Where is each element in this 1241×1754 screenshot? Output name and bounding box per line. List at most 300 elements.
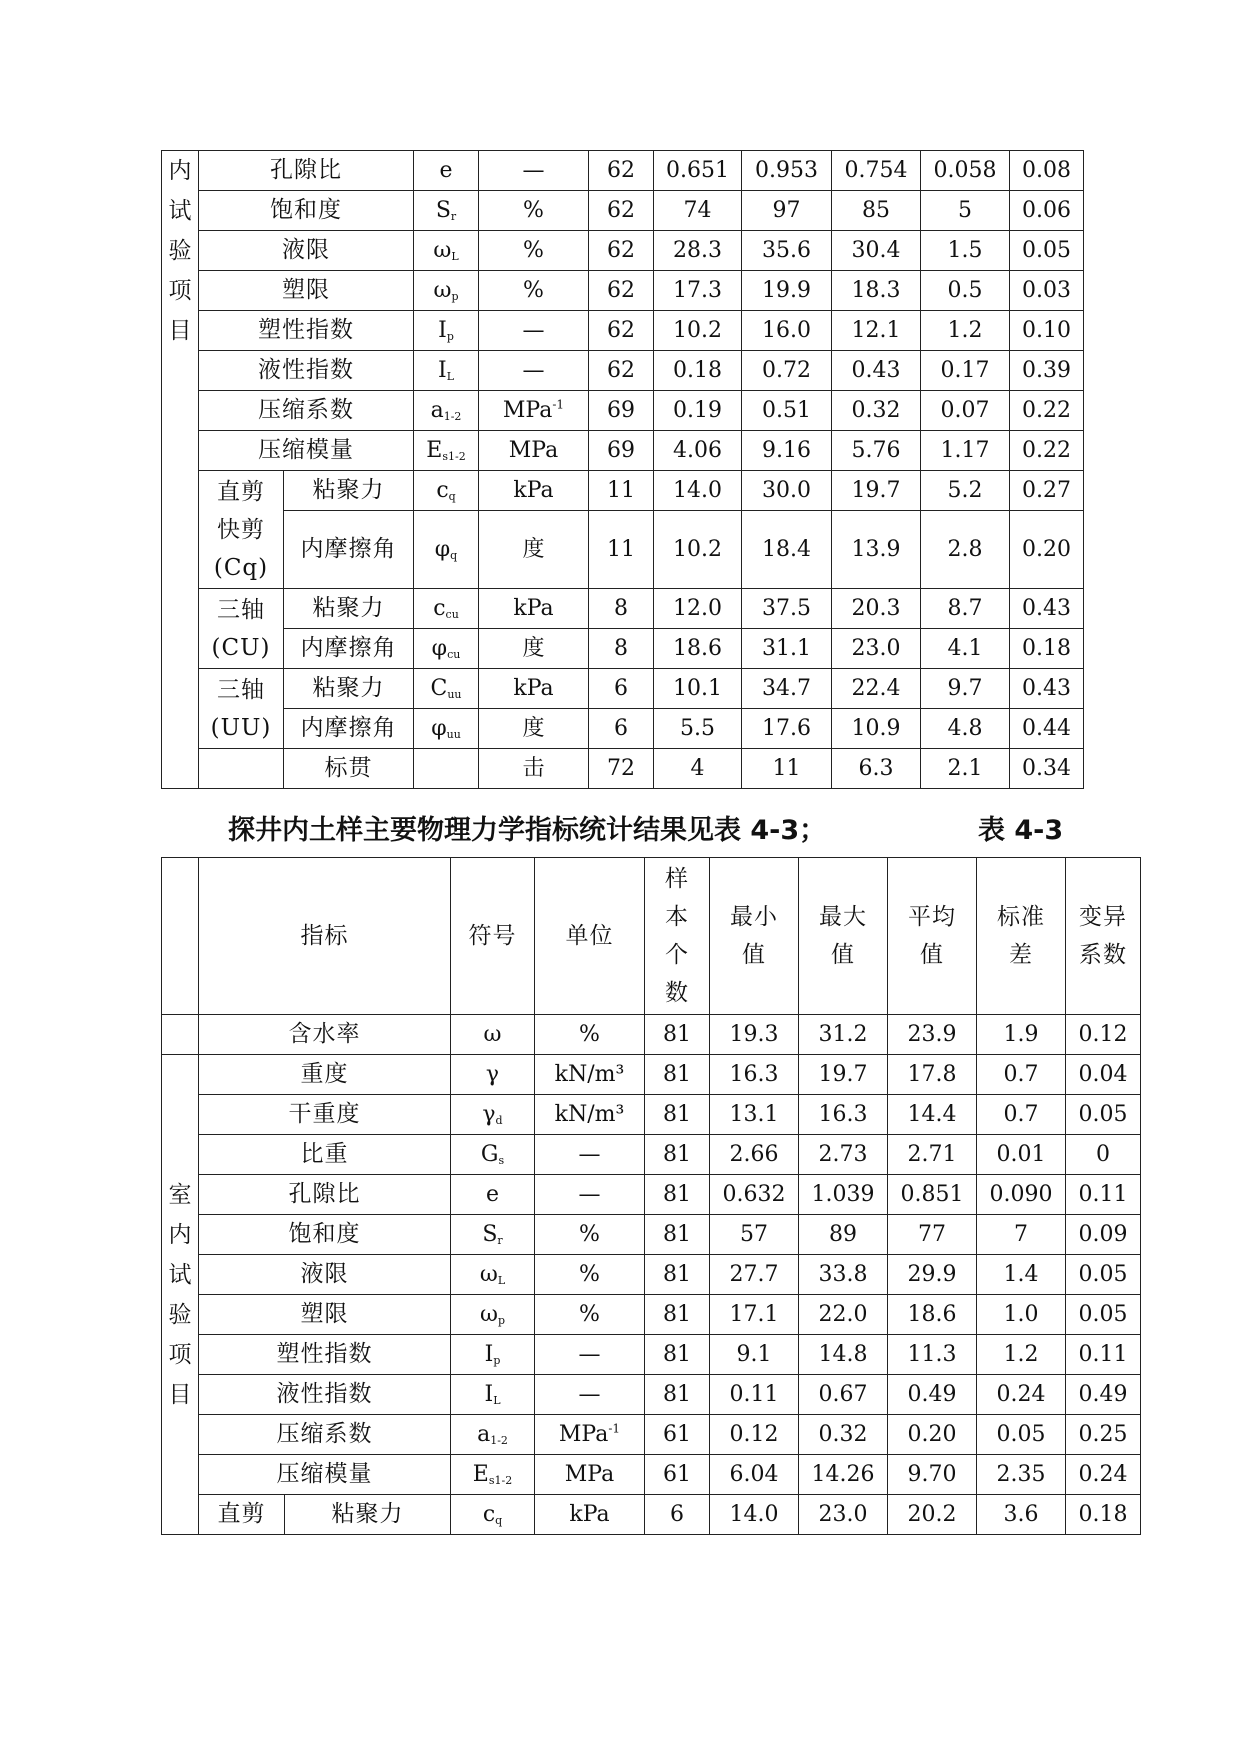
std-cell: 2.1 [921,749,1010,789]
table-row [162,471,1084,511]
max-cell: 19.7 [799,1055,888,1095]
avg-cell: 29.9 [888,1255,977,1295]
unit-cell: % [479,271,589,311]
table-caption: 探井内土样主要物理力学指标统计结果见表 4-3； [228,815,827,846]
avg-cell: 11.3 [888,1335,977,1375]
cv-cell: 0.18 [1066,1495,1141,1535]
symbol-subscript: L [497,1273,506,1287]
cv-cell: 0.05 [1066,1255,1141,1295]
avg-cell: 18.6 [888,1295,977,1335]
unit-cell: — [479,311,589,351]
table-row [162,1415,1141,1455]
unit-cell: 度 [479,709,589,749]
count-cell: 8 [589,629,654,669]
symbol-cell: $S_r$ [451,1215,535,1255]
avg-cell: 5.76 [832,431,921,471]
group-label-line: (UU) [210,714,272,741]
cv-cell: 0.22 [1010,391,1084,431]
unit-cell: — [535,1175,645,1215]
count-cell: 81 [645,1055,710,1095]
std-cell: 0.17 [921,351,1010,391]
max-cell: 16.0 [742,311,832,351]
count-cell: 11 [589,471,654,511]
max-cell: 33.8 [799,1255,888,1295]
unit-cell: — [479,351,589,391]
cv-cell: 0.18 [1010,629,1084,669]
std-cell: 4.8 [921,709,1010,749]
max-cell: 0.953 [742,151,832,191]
std-cell: 5 [921,191,1010,231]
group-label: 直剪 [199,1495,285,1535]
group-label [199,669,284,749]
avg-cell: 9.70 [888,1455,977,1495]
cv-cell: 0.05 [1066,1295,1141,1335]
table-row [162,669,1084,709]
table-row [162,1335,1141,1375]
max-cell: 37.5 [742,589,832,629]
max-cell: 9.16 [742,431,832,471]
cv-cell: 0.03 [1010,271,1084,311]
unit-cell: kPa [479,669,589,709]
indicator-name: 压缩模量 [199,1455,451,1495]
unit-cell: — [535,1375,645,1415]
symbol-cell: $I_p$ [451,1335,535,1375]
table-row [162,709,1084,749]
symbol-subscript: p [451,289,459,303]
count-cell: 62 [589,311,654,351]
section-label-line: 内 [168,1221,192,1248]
min-cell: 28.3 [654,231,742,271]
indicator-name: 粘聚力 [284,471,414,511]
unit-superscript: -1 [552,397,565,412]
count-cell: 81 [645,1215,710,1255]
cv-cell: 0 [1066,1135,1141,1175]
min-cell: 16.3 [710,1055,799,1095]
max-cell: 14.26 [799,1455,888,1495]
indicator-name: 内摩擦角 [284,709,414,749]
cv-cell: 0.34 [1010,749,1084,789]
header-blank [162,858,199,1015]
header-indicator: 指标 [199,858,451,1015]
section-label-line: 验 [168,238,192,264]
table-row [162,231,1084,271]
max-cell: 30.0 [742,471,832,511]
avg-cell: 22.4 [832,669,921,709]
max-cell: 0.72 [742,351,832,391]
min-cell: 17.1 [710,1295,799,1335]
std-cell: 1.4 [977,1255,1066,1295]
avg-cell: 19.7 [832,471,921,511]
avg-cell: 77 [888,1215,977,1255]
count-cell: 81 [645,1135,710,1175]
unit-cell: — [535,1135,645,1175]
symbol-cell: $E_{s1-2}$ [414,431,479,471]
count-cell: 61 [645,1455,710,1495]
min-cell: 57 [710,1215,799,1255]
avg-cell: 6.3 [832,749,921,789]
avg-cell: 20.3 [832,589,921,629]
header-cv [1066,858,1141,1015]
max-cell: 89 [799,1215,888,1255]
min-cell: 12.0 [654,589,742,629]
header-std [977,858,1066,1015]
symbol-cell: $a_{1-2}$ [414,391,479,431]
max-cell: 0.51 [742,391,832,431]
symbol-cell: $\varphi_{cu}$ [414,629,479,669]
symbol-cell: $I_L$ [414,351,479,391]
section-label-line: 目 [168,1381,192,1408]
group-label-line: (Cq) [213,554,269,581]
avg-cell: 12.1 [832,311,921,351]
group-label-line: 直剪 [217,478,265,505]
min-cell: 27.7 [710,1255,799,1295]
indicator-name: 干重度 [199,1095,451,1135]
unit-cell: % [535,1255,645,1295]
min-cell: 0.19 [654,391,742,431]
symbol-cell: e [451,1175,535,1215]
symbol-subscript: uu [447,687,462,701]
symbol-subscript: 1-2 [443,409,462,423]
symbol-subscript: d [495,1113,503,1127]
symbol-cell: $S_r$ [414,191,479,231]
avg-cell: 30.4 [832,231,921,271]
indicator-name: 液限 [199,1255,451,1295]
count-cell: 62 [589,151,654,191]
cv-cell: 0.43 [1010,589,1084,629]
count-cell: 81 [645,1295,710,1335]
table-row [162,858,1141,1015]
symbol-cell [414,749,479,789]
symbol-subscript: cu [445,607,459,621]
std-cell: 0.07 [921,391,1010,431]
indicator-name: 内摩擦角 [284,629,414,669]
min-cell: 17.3 [654,271,742,311]
unit-cell: 度 [479,511,589,589]
symbol-cell: $\omega_L$ [451,1255,535,1295]
unit-cell: kN/m³ [535,1095,645,1135]
max-cell: 19.9 [742,271,832,311]
cv-cell: 0.27 [1010,471,1084,511]
avg-cell: 10.9 [832,709,921,749]
std-cell: 1.9 [977,1015,1066,1055]
cv-cell: 0.24 [1066,1455,1141,1495]
table-row [162,1455,1141,1495]
table-row [162,1135,1141,1175]
indicator-name: 液性指数 [199,351,414,391]
header-count-line: 样 [665,866,689,892]
max-cell: 31.1 [742,629,832,669]
min-cell: 0.12 [710,1415,799,1455]
table-1 [161,150,1084,789]
indicator-name: 比重 [199,1135,451,1175]
indicator-name: 粘聚力 [284,589,414,629]
max-cell: 23.0 [799,1495,888,1535]
avg-cell: 23.9 [888,1015,977,1055]
table-row [162,391,1084,431]
symbol-subscript: L [451,249,459,263]
symbol-cell: $C_{uu}$ [414,669,479,709]
symbol-cell: $c_{cu}$ [414,589,479,629]
count-cell: 8 [589,589,654,629]
count-cell: 61 [645,1415,710,1455]
header-min [710,858,799,1015]
section-label [162,1055,199,1535]
cv-cell: 0.11 [1066,1335,1141,1375]
cv-cell: 0.43 [1010,669,1084,709]
std-cell: 2.35 [977,1455,1066,1495]
section-label [162,151,199,789]
cv-cell: 0.08 [1010,151,1084,191]
cv-cell: 0.25 [1066,1415,1141,1455]
avg-cell: 0.20 [888,1415,977,1455]
max-cell: 97 [742,191,832,231]
indicator-name: 重度 [199,1055,451,1095]
symbol-cell: $a_{1-2}$ [451,1415,535,1455]
symbol-cell: γ [451,1055,535,1095]
avg-cell: 0.43 [832,351,921,391]
symbol-subscript: L [493,1393,501,1407]
unit-cell: MPa$^{-1}$ [535,1415,645,1455]
symbol-cell: ω [451,1015,535,1055]
std-cell: 1.0 [977,1295,1066,1335]
avg-cell: 17.8 [888,1055,977,1095]
count-cell: 81 [645,1255,710,1295]
min-cell: 19.3 [710,1015,799,1055]
avg-cell: 85 [832,191,921,231]
std-cell: 0.01 [977,1135,1066,1175]
header-max-line: 值 [831,942,855,968]
count-cell: 6 [589,709,654,749]
max-cell: 17.6 [742,709,832,749]
table-row [162,1215,1141,1255]
section-label-line: 目 [168,318,192,344]
section-label-line: 室 [168,1181,192,1208]
indicator-name: 塑性指数 [199,311,414,351]
indicator-name: 压缩模量 [199,431,414,471]
group-label-line: 快剪 [217,516,265,543]
table-row [162,1095,1141,1135]
indicator-name: 粘聚力 [284,669,414,709]
std-cell: 5.2 [921,471,1010,511]
header-min-line: 值 [742,942,766,968]
count-cell: 69 [589,431,654,471]
min-cell: 18.6 [654,629,742,669]
group-label-line: (CU) [211,634,271,661]
count-cell: 72 [589,749,654,789]
indicator-name: 压缩系数 [199,391,414,431]
symbol-subscript: r [450,209,457,223]
count-cell: 81 [645,1335,710,1375]
max-cell: 18.4 [742,511,832,589]
std-cell: 0.7 [977,1055,1066,1095]
min-cell: 0.18 [654,351,742,391]
min-cell: 9.1 [710,1335,799,1375]
table-row [162,1015,1141,1055]
unit-cell: % [535,1215,645,1255]
table-row [162,191,1084,231]
indicator-name: 孔隙比 [199,151,414,191]
symbol-cell: $\varphi_{uu}$ [414,709,479,749]
symbol-cell: $I_p$ [414,311,479,351]
header-std-line: 差 [1009,942,1033,968]
min-cell: 10.1 [654,669,742,709]
symbol-cell: $I_L$ [451,1375,535,1415]
indicator-name: 液限 [199,231,414,271]
min-cell: 14.0 [654,471,742,511]
group-label [199,471,284,589]
count-cell: 62 [589,231,654,271]
unit-cell: kPa [535,1495,645,1535]
unit-cell: kPa [479,589,589,629]
unit-cell: — [479,151,589,191]
symbol-subscript: p [446,329,454,343]
count-cell: 11 [589,511,654,589]
header-cv-line: 变异 [1079,904,1127,930]
header-avg-line: 值 [920,942,944,968]
avg-cell: 0.851 [888,1175,977,1215]
table-row [162,511,1084,589]
max-cell: 0.32 [799,1415,888,1455]
unit-cell: % [479,231,589,271]
cv-cell: 0.10 [1010,311,1084,351]
symbol-subscript: q [450,548,458,562]
min-cell: 13.1 [710,1095,799,1135]
symbol-subscript: s1-2 [488,1473,513,1487]
symbol-cell: $\varphi_q$ [414,511,479,589]
header-std-line: 标准 [997,904,1045,930]
symbol-cell: $G_s$ [451,1135,535,1175]
min-cell: 10.2 [654,511,742,589]
count-cell: 81 [645,1175,710,1215]
std-cell: 9.7 [921,669,1010,709]
min-cell: 2.66 [710,1135,799,1175]
symbol-cell: $c_q$ [414,471,479,511]
header-count [645,858,710,1015]
std-cell: 0.05 [977,1415,1066,1455]
max-cell: 31.2 [799,1015,888,1055]
unit-superscript: -1 [608,1421,621,1436]
header-avg-line: 平均 [908,904,956,930]
symbol-subscript: L [446,369,454,383]
symbol-cell: $\omega_L$ [414,231,479,271]
std-cell: 2.8 [921,511,1010,589]
symbol-subscript: uu [446,727,461,741]
table-row [162,1255,1141,1295]
table-row [162,431,1084,471]
cv-cell: 0.22 [1010,431,1084,471]
unit-cell: MPa [535,1455,645,1495]
unit-cell: 击 [479,749,589,789]
symbol-subscript: s [498,1153,505,1167]
unit-cell: kPa [479,471,589,511]
table-2 [161,857,1141,1535]
group-label [199,589,284,669]
section-label-line: 验 [168,1301,192,1328]
min-cell: 4.06 [654,431,742,471]
indicator-name: 孔隙比 [199,1175,451,1215]
table-row [162,151,1084,191]
group-label [199,749,284,789]
header-symbol: 符号 [451,858,535,1015]
header-count-line: 个 [665,942,689,968]
cv-cell: 0.09 [1066,1215,1141,1255]
symbol-subscript: p [497,1313,505,1327]
symbol-subscript: p [493,1353,501,1367]
symbol-cell: e [414,151,479,191]
section-label-line: 内 [168,158,192,184]
cv-cell: 0.05 [1010,231,1084,271]
indicator-name: 塑性指数 [199,1335,451,1375]
avg-cell: 23.0 [832,629,921,669]
min-cell: 6.04 [710,1455,799,1495]
indicator-name: 内摩擦角 [284,511,414,589]
table-row [162,1055,1141,1095]
table-row [162,1495,1141,1535]
count-cell: 62 [589,351,654,391]
indicator-name: 液性指数 [199,1375,451,1415]
avg-cell: 0.32 [832,391,921,431]
unit-cell: % [535,1295,645,1335]
std-cell: 0.5 [921,271,1010,311]
count-cell: 6 [589,669,654,709]
header-max-line: 最大 [819,904,867,930]
cv-cell: 0.49 [1066,1375,1141,1415]
indicator-name: 塑限 [199,1295,451,1335]
cv-cell: 0.06 [1010,191,1084,231]
symbol-cell: $\omega_p$ [414,271,479,311]
table-row [162,311,1084,351]
section-label-line: 试 [168,198,192,224]
table-row [162,749,1084,789]
std-cell: 1.2 [921,311,1010,351]
table-row [162,629,1084,669]
unit-cell: — [535,1335,645,1375]
group-label-line: 三轴 [217,676,265,703]
avg-cell: 0.754 [832,151,921,191]
min-cell: 4 [654,749,742,789]
table-row [162,271,1084,311]
section-label-line: 项 [168,1341,192,1368]
symbol-subscript: r [497,1233,503,1247]
indicator-name: 塑限 [199,271,414,311]
std-cell: 4.1 [921,629,1010,669]
count-cell: 81 [645,1375,710,1415]
header-unit: 单位 [535,858,645,1015]
symbol-subscript: cu [447,647,461,661]
min-cell: 5.5 [654,709,742,749]
min-cell: 0.11 [710,1375,799,1415]
count-cell: 62 [589,271,654,311]
indicator-name: 标贯 [284,749,414,789]
max-cell: 0.67 [799,1375,888,1415]
symbol-cell: $\omega_p$ [451,1295,535,1335]
blank-cell [162,1015,199,1055]
indicator-name: 饱和度 [199,1215,451,1255]
symbol-cell: $\gamma_d$ [451,1095,535,1135]
header-count-line: 数 [665,980,689,1006]
table-row [162,589,1084,629]
header-max [799,858,888,1015]
header-avg [888,858,977,1015]
symbol-cell: $c_q$ [451,1495,535,1535]
max-cell: 2.73 [799,1135,888,1175]
header-min-line: 最小 [730,904,778,930]
min-cell: 0.632 [710,1175,799,1215]
table-row [162,351,1084,391]
cv-cell: 0.12 [1066,1015,1141,1055]
group-label-line: 三轴 [217,596,265,623]
symbol-subscript: s1-2 [442,449,466,463]
